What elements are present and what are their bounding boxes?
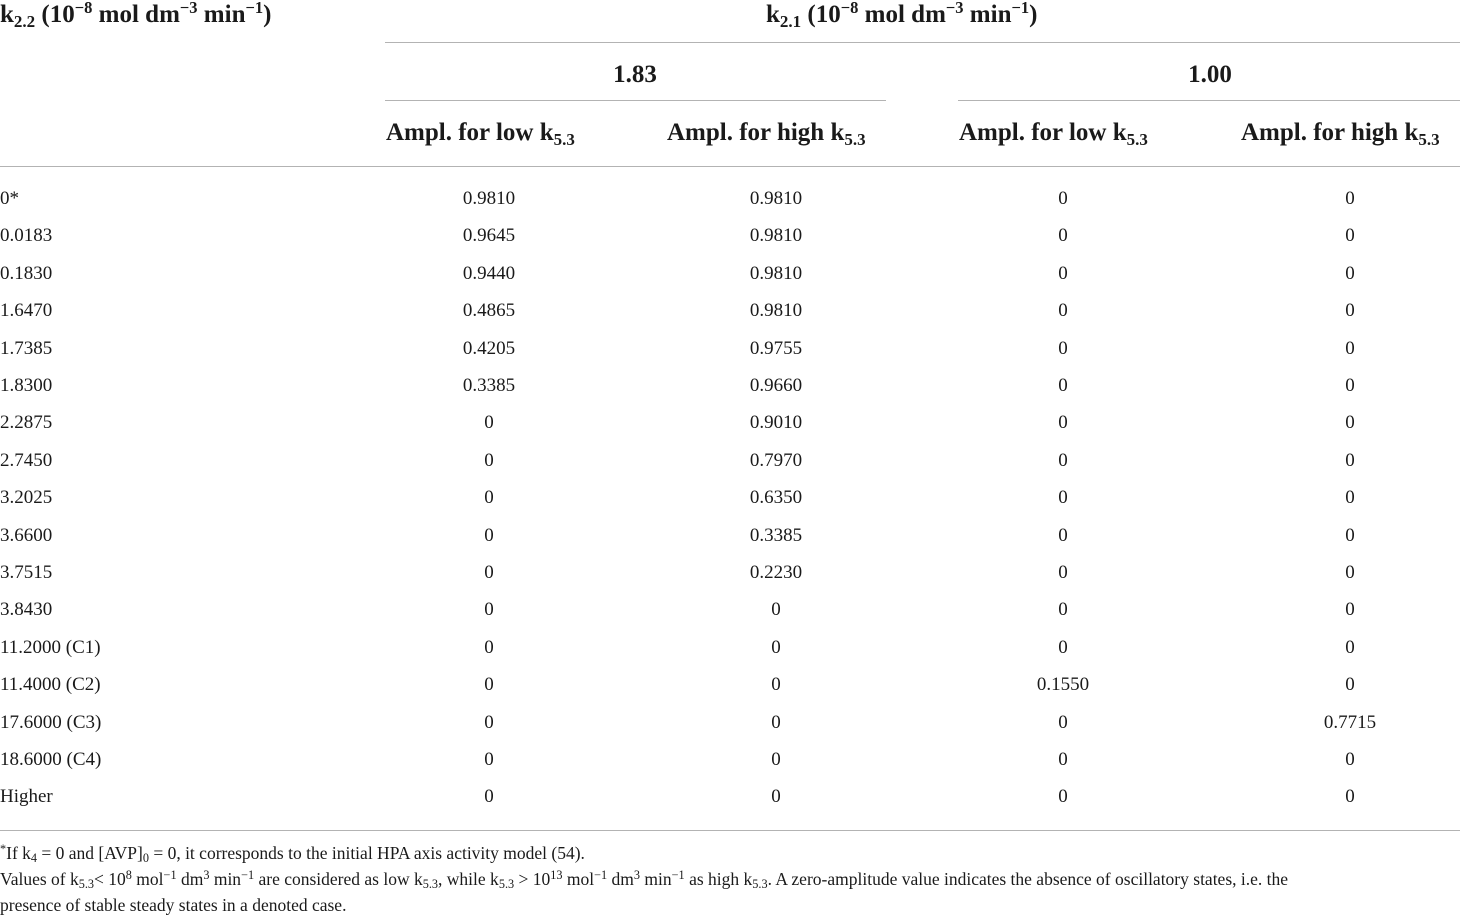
header-rule-group [385, 42, 1460, 43]
cell-b-low: 0 [1058, 188, 1068, 209]
header-rule-bottom [0, 166, 1460, 167]
footnote-text: . A zero-amplitude value indicates the absence of oscillatory states, i.e. the [767, 869, 1289, 889]
cell-b-low: 0 [1058, 637, 1068, 658]
cell-b-high: 0 [1345, 412, 1355, 433]
cell-a-low: 0 [484, 749, 494, 770]
col-header-subscript: 5.3 [844, 129, 866, 149]
cell-b-high: 0 [1345, 599, 1355, 620]
table-bottom-rule [0, 830, 1460, 831]
footnote-text: = 0, it corresponds to the initial HPA axis activity model (54). [148, 843, 585, 863]
col-header-subscript: 5.3 [1126, 129, 1148, 149]
cell-a-high: 0.7970 [749, 450, 803, 471]
col-group-symbol: k [766, 1, 780, 28]
cell-a-high: 0.9810 [749, 300, 803, 321]
footnote-text: = 0 and [AVP] [37, 843, 143, 863]
col-header-b-high [1241, 118, 1440, 150]
cell-a-low: 0 [484, 674, 494, 695]
cell-a-high: 0 [771, 599, 781, 620]
cell-a-low: 0 [484, 599, 494, 620]
row-header-unit-exp: −3 [179, 0, 198, 18]
col-group-subscript: 2.1 [779, 11, 802, 31]
footnote-3: presence of stable steady states in a denoted case. [0, 895, 347, 915]
footnote-text: dm [176, 869, 204, 889]
footnote-text: < 10 [94, 869, 126, 889]
cell-k22: 0.1830 [0, 263, 53, 284]
footnote-subscript: 5.3 [78, 877, 95, 892]
cell-b-low: 0 [1058, 450, 1068, 471]
row-header-subscript: 2.2 [13, 11, 36, 31]
col-group-unit-part: mol dm [858, 1, 946, 28]
cell-b-high: 0 [1345, 450, 1355, 471]
cell-k22: 3.7515 [0, 562, 53, 583]
cell-b-high: 0 [1345, 188, 1355, 209]
col-group-unit-part: ) [1029, 1, 1038, 28]
cell-a-low: 0 [484, 712, 494, 733]
footnote-subscript: 0 [142, 851, 149, 866]
cell-b-low: 0 [1058, 599, 1068, 620]
cell-a-low: 0.9810 [462, 188, 516, 209]
cell-k22: 11.2000 (C1) [0, 637, 101, 658]
cell-b-low: 0 [1058, 749, 1068, 770]
cell-a-low: 0 [484, 525, 494, 546]
cell-a-low: 0 [484, 562, 494, 583]
row-header-unit-part: (10 [35, 1, 75, 28]
row-header-unit-exp: −1 [245, 0, 264, 18]
footnote-2 [0, 866, 1288, 894]
cell-a-high: 0 [771, 749, 781, 770]
cell-b-low: 0 [1058, 225, 1068, 246]
cell-b-low: 0 [1058, 525, 1068, 546]
cell-a-low: 0 [484, 786, 494, 807]
cell-b-low: 0 [1058, 712, 1068, 733]
row-header-unit-exp: −8 [74, 0, 93, 18]
col-header-b-low [959, 118, 1148, 150]
cell-a-high: 0.6350 [749, 487, 803, 508]
cell-k22: 1.6470 [0, 300, 53, 321]
footnote-exponent: −1 [163, 867, 177, 882]
cell-a-high: 0 [771, 712, 781, 733]
cell-a-high: 0.9810 [749, 188, 803, 209]
cell-k22: 11.4000 (C2) [0, 674, 101, 695]
col-header-a-high [667, 118, 866, 150]
cell-b-high: 0 [1345, 562, 1355, 583]
col-header-text: Ampl. for high k [1241, 119, 1419, 146]
footnote-text: as high k [684, 869, 753, 889]
cell-a-low: 0 [484, 450, 494, 471]
cell-b-low: 0 [1058, 412, 1068, 433]
footnote-subscript: 5.3 [422, 877, 439, 892]
cell-b-high: 0 [1345, 375, 1355, 396]
footnote-text: mol [562, 869, 595, 889]
cell-k22: 3.2025 [0, 487, 53, 508]
cell-b-high: 0 [1345, 263, 1355, 284]
header-rule-subgroup-a [385, 100, 886, 101]
cell-b-high: 0 [1345, 749, 1355, 770]
col-group-unit-exp: −3 [945, 0, 964, 18]
footnote-exponent: −1 [594, 867, 608, 882]
footnote-subscript: 5.3 [752, 877, 768, 892]
cell-a-low: 0 [484, 412, 494, 433]
footnote-marker: * [0, 841, 7, 856]
subgroup-header-1-83: 1.83 [613, 61, 657, 88]
col-header-text: Ampl. for high k [667, 119, 845, 146]
col-header-subscript: 5.3 [553, 129, 575, 149]
cell-k22: 1.7385 [0, 338, 53, 359]
col-header-text: Ampl. for low k [959, 119, 1127, 146]
col-group-unit-part: min [963, 1, 1012, 28]
footnote-text: , while k [438, 869, 499, 889]
cell-k22: 17.6000 (C3) [0, 712, 102, 733]
row-header-unit-part: min [197, 1, 246, 28]
footnote-text: dm [607, 869, 634, 889]
footnote-subscript: 5.3 [498, 877, 515, 892]
cell-a-low: 0.9440 [462, 263, 516, 284]
footnote-text: Values of k [0, 869, 79, 889]
cell-b-low: 0 [1058, 263, 1068, 284]
cell-b-low: 0 [1058, 562, 1068, 583]
cell-k22: Higher [0, 786, 53, 807]
footnote-exponent: 13 [550, 867, 563, 882]
row-header-symbol: k [0, 1, 14, 28]
col-group-unit-part: (10 [801, 1, 841, 28]
footnote-text: mol [131, 869, 164, 889]
cell-a-high: 0.3385 [749, 525, 803, 546]
cell-a-high: 0.9755 [749, 338, 803, 359]
footnote-exponent: 3 [203, 867, 210, 882]
cell-a-high: 0.9810 [749, 263, 803, 284]
col-group-unit-exp: −8 [840, 0, 859, 18]
cell-k22: 3.6600 [0, 525, 53, 546]
cell-b-low: 0 [1058, 786, 1068, 807]
cell-a-high: 0 [771, 674, 781, 695]
cell-k22: 2.2875 [0, 412, 53, 433]
footnote-exponent: −1 [671, 867, 685, 882]
cell-a-low: 0 [484, 637, 494, 658]
footnote-text: min [209, 869, 242, 889]
cell-b-high: 0 [1345, 487, 1355, 508]
footnote-text: are considered as low k [254, 869, 423, 889]
cell-a-low: 0 [484, 487, 494, 508]
row-header-unit-part: ) [263, 1, 272, 28]
cell-b-high: 0 [1345, 637, 1355, 658]
cell-k22: 0.0183 [0, 225, 53, 246]
cell-a-high: 0 [771, 637, 781, 658]
col-header-subscript: 5.3 [1418, 129, 1440, 149]
cell-b-low: 0 [1058, 487, 1068, 508]
col-header-text: Ampl. for low k [386, 119, 554, 146]
cell-a-low: 0.4205 [462, 338, 516, 359]
cell-a-low: 0.4865 [462, 300, 516, 321]
col-group-unit-exp: −1 [1011, 0, 1030, 18]
cell-b-high: 0 [1345, 786, 1355, 807]
row-header-k22 [0, 0, 271, 32]
footnote-text: min [640, 869, 672, 889]
cell-b-high: 0 [1345, 338, 1355, 359]
cell-a-high: 0.9660 [749, 375, 803, 396]
cell-b-high: 0 [1345, 225, 1355, 246]
cell-a-high: 0 [771, 786, 781, 807]
cell-a-low: 0.9645 [462, 225, 516, 246]
cell-a-high: 0.2230 [749, 562, 803, 583]
cell-b-high: 0.7715 [1323, 712, 1377, 733]
footnote-exponent: 3 [633, 867, 641, 882]
cell-k22: 2.7450 [0, 450, 53, 471]
cell-b-low: 0 [1058, 375, 1068, 396]
cell-b-low: 0 [1058, 300, 1068, 321]
cell-b-high: 0 [1345, 300, 1355, 321]
row-header-unit-part: mol dm [92, 1, 180, 28]
footnote-1 [0, 840, 585, 868]
cell-a-high: 0.9010 [749, 412, 803, 433]
footnote-text: > 10 [514, 869, 551, 889]
cell-k22: 1.8300 [0, 375, 53, 396]
subgroup-header-1-00: 1.00 [1188, 61, 1232, 88]
footnote-text: If k [6, 843, 31, 863]
cell-a-low: 0.3385 [462, 375, 516, 396]
footnote-exponent: −1 [241, 867, 255, 882]
cell-k22: 18.6000 (C4) [0, 749, 102, 770]
cell-k22: 3.8430 [0, 599, 53, 620]
header-rule-subgroup-b [958, 100, 1460, 101]
cell-b-high: 0 [1345, 674, 1355, 695]
cell-b-low: 0.1550 [1036, 674, 1090, 695]
cell-b-low: 0 [1058, 338, 1068, 359]
footnote-exponent: 8 [125, 867, 132, 882]
cell-k22: 0* [0, 188, 19, 209]
col-group-header-k21 [766, 0, 1037, 32]
cell-a-high: 0.9810 [749, 225, 803, 246]
cell-b-high: 0 [1345, 525, 1355, 546]
footnote-subscript: 4 [30, 851, 38, 866]
col-header-a-low [386, 118, 575, 150]
